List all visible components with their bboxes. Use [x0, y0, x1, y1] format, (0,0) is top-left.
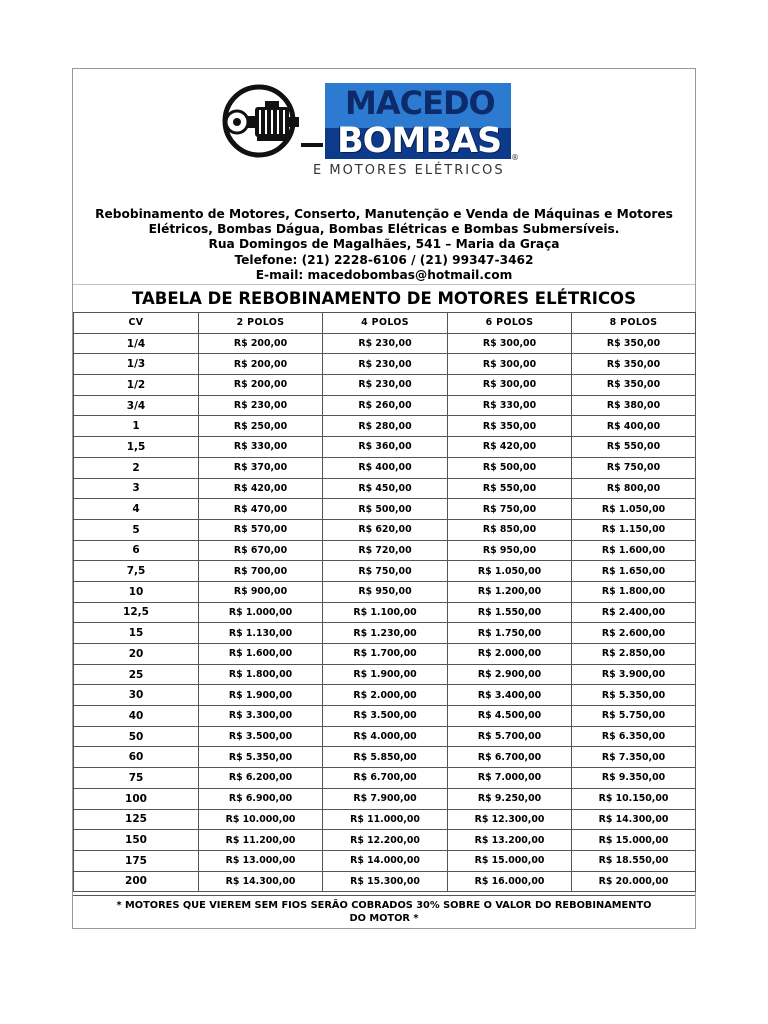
cell-4-polos: R$ 15.300,00 — [323, 871, 448, 892]
cell-cv: 1 — [74, 416, 199, 437]
cell-cv: 25 — [74, 664, 199, 685]
cell-4-polos: R$ 720,00 — [323, 540, 448, 561]
cell-4-polos: R$ 230,00 — [323, 354, 448, 375]
cell-2-polos: R$ 200,00 — [199, 333, 323, 354]
cell-6-polos: R$ 3.400,00 — [448, 685, 572, 706]
table-row — [74, 768, 696, 789]
table-row — [74, 561, 696, 582]
registered-mark: ® — [511, 153, 519, 162]
table-row — [74, 644, 696, 665]
cell-2-polos: R$ 700,00 — [199, 561, 323, 582]
cell-cv: 75 — [74, 768, 199, 789]
cell-4-polos: R$ 7.900,00 — [323, 788, 448, 809]
cell-8-polos: R$ 15.000,00 — [572, 830, 696, 851]
cell-cv: 12,5 — [74, 602, 199, 623]
cell-cv: 3/4 — [74, 395, 199, 416]
table-row — [74, 871, 696, 892]
cell-4-polos: R$ 280,00 — [323, 416, 448, 437]
cell-6-polos: R$ 15.000,00 — [448, 850, 572, 871]
cell-8-polos: R$ 550,00 — [572, 437, 696, 458]
cell-8-polos: R$ 5.750,00 — [572, 706, 696, 727]
table-row — [74, 850, 696, 871]
cell-8-polos: R$ 1.600,00 — [572, 540, 696, 561]
cell-4-polos: R$ 1.230,00 — [323, 623, 448, 644]
cell-cv: 1/4 — [74, 333, 199, 354]
cell-4-polos: R$ 230,00 — [323, 375, 448, 396]
cell-2-polos: R$ 1.000,00 — [199, 602, 323, 623]
company-info — [73, 207, 695, 283]
cell-8-polos: R$ 5.350,00 — [572, 685, 696, 706]
table-row — [74, 437, 696, 458]
services-line-2: Elétricos, Bombas Dágua, Bombas Elétricas e Bombas Submersíveis. — [148, 222, 620, 237]
price-table — [73, 312, 696, 892]
cell-8-polos: R$ 2.850,00 — [572, 644, 696, 665]
cell-6-polos: R$ 950,00 — [448, 540, 572, 561]
cell-cv: 15 — [74, 623, 199, 644]
table-row — [74, 623, 696, 644]
cell-8-polos: R$ 7.350,00 — [572, 747, 696, 768]
cell-4-polos: R$ 3.500,00 — [323, 706, 448, 727]
cell-6-polos: R$ 330,00 — [448, 395, 572, 416]
cell-6-polos: R$ 500,00 — [448, 457, 572, 478]
cell-6-polos: R$ 300,00 — [448, 375, 572, 396]
cell-2-polos: R$ 230,00 — [199, 395, 323, 416]
cell-8-polos: R$ 9.350,00 — [572, 768, 696, 789]
cell-6-polos: R$ 6.700,00 — [448, 747, 572, 768]
table-row — [74, 540, 696, 561]
table-row — [74, 685, 696, 706]
cell-6-polos: R$ 1.200,00 — [448, 581, 572, 602]
cell-cv: 60 — [74, 747, 199, 768]
cell-cv: 7,5 — [74, 561, 199, 582]
cell-2-polos: R$ 470,00 — [199, 499, 323, 520]
cell-2-polos: R$ 6.900,00 — [199, 788, 323, 809]
cell-cv: 1,5 — [74, 437, 199, 458]
logo-emblem — [221, 83, 325, 159]
cell-8-polos: R$ 350,00 — [572, 375, 696, 396]
cell-2-polos: R$ 1.800,00 — [199, 664, 323, 685]
cell-8-polos: R$ 800,00 — [572, 478, 696, 499]
cell-6-polos: R$ 2.900,00 — [448, 664, 572, 685]
cell-4-polos: R$ 1.900,00 — [323, 664, 448, 685]
price-sheet — [72, 68, 696, 929]
table-row — [74, 581, 696, 602]
cell-4-polos: R$ 11.000,00 — [323, 809, 448, 830]
cell-8-polos: R$ 20.000,00 — [572, 871, 696, 892]
cell-2-polos: R$ 3.300,00 — [199, 706, 323, 727]
cell-2-polos: R$ 6.200,00 — [199, 768, 323, 789]
cell-4-polos: R$ 2.000,00 — [323, 685, 448, 706]
cell-2-polos: R$ 200,00 — [199, 354, 323, 375]
cell-2-polos: R$ 370,00 — [199, 457, 323, 478]
cell-8-polos: R$ 400,00 — [572, 416, 696, 437]
address: Rua Domingos de Magalhães, 541 – Maria da Graça — [208, 237, 560, 252]
table-row — [74, 788, 696, 809]
cell-2-polos: R$ 200,00 — [199, 375, 323, 396]
cell-4-polos: R$ 360,00 — [323, 437, 448, 458]
footnote-line-1: * MOTORES QUE VIEREM SEM FIOS SERÃO COBRADOS 30% SOBRE O VALOR DO REBOBINAMENTO — [116, 900, 652, 911]
cell-cv: 150 — [74, 830, 199, 851]
cell-4-polos: R$ 750,00 — [323, 561, 448, 582]
cell-6-polos: R$ 350,00 — [448, 416, 572, 437]
cell-8-polos: R$ 350,00 — [572, 354, 696, 375]
cell-6-polos: R$ 420,00 — [448, 437, 572, 458]
column-header-6-polos: 6 POLOS — [448, 313, 572, 334]
cell-6-polos: R$ 2.000,00 — [448, 644, 572, 665]
email: E-mail: macedobombas@hotmail.com — [255, 267, 513, 282]
cell-2-polos: R$ 1.130,00 — [199, 623, 323, 644]
cell-2-polos: R$ 13.000,00 — [199, 850, 323, 871]
cell-2-polos: R$ 14.300,00 — [199, 871, 323, 892]
cell-cv: 5 — [74, 519, 199, 540]
cell-2-polos: R$ 420,00 — [199, 478, 323, 499]
cell-4-polos: R$ 1.700,00 — [323, 644, 448, 665]
cell-4-polos: R$ 620,00 — [323, 519, 448, 540]
table-row — [74, 416, 696, 437]
cell-2-polos: R$ 570,00 — [199, 519, 323, 540]
cell-8-polos: R$ 3.900,00 — [572, 664, 696, 685]
cell-8-polos: R$ 1.050,00 — [572, 499, 696, 520]
table-row — [74, 706, 696, 727]
company-logo — [221, 83, 517, 193]
cell-4-polos: R$ 1.100,00 — [323, 602, 448, 623]
cell-6-polos: R$ 7.000,00 — [448, 768, 572, 789]
divider — [73, 284, 695, 285]
cell-8-polos: R$ 18.550,00 — [572, 850, 696, 871]
cell-8-polos: R$ 380,00 — [572, 395, 696, 416]
cell-6-polos: R$ 1.750,00 — [448, 623, 572, 644]
table-row — [74, 354, 696, 375]
cell-cv: 1/2 — [74, 375, 199, 396]
table-row — [74, 830, 696, 851]
cell-8-polos: R$ 14.300,00 — [572, 809, 696, 830]
cell-4-polos: R$ 12.200,00 — [323, 830, 448, 851]
table-row — [74, 375, 696, 396]
cell-2-polos: R$ 3.500,00 — [199, 726, 323, 747]
table-row — [74, 333, 696, 354]
cell-2-polos: R$ 1.600,00 — [199, 644, 323, 665]
cell-6-polos: R$ 5.700,00 — [448, 726, 572, 747]
table-row — [74, 747, 696, 768]
cell-2-polos: R$ 1.900,00 — [199, 685, 323, 706]
cell-6-polos: R$ 550,00 — [448, 478, 572, 499]
table-row — [74, 457, 696, 478]
column-header-2-polos: 2 POLOS — [199, 313, 323, 334]
cell-6-polos: R$ 1.050,00 — [448, 561, 572, 582]
cell-6-polos: R$ 850,00 — [448, 519, 572, 540]
cell-6-polos: R$ 300,00 — [448, 333, 572, 354]
cell-6-polos: R$ 9.250,00 — [448, 788, 572, 809]
table-row — [74, 395, 696, 416]
column-header-cv: CV — [74, 313, 199, 334]
cell-6-polos: R$ 750,00 — [448, 499, 572, 520]
cell-2-polos: R$ 10.000,00 — [199, 809, 323, 830]
cell-6-polos: R$ 13.200,00 — [448, 830, 572, 851]
cell-4-polos: R$ 14.000,00 — [323, 850, 448, 871]
cell-2-polos: R$ 900,00 — [199, 581, 323, 602]
table-row — [74, 809, 696, 830]
phone: Telefone: (21) 2228-6106 / (21) 99347-3462 — [234, 252, 534, 267]
cell-8-polos: R$ 750,00 — [572, 457, 696, 478]
logo-name-top: MACEDO — [345, 84, 495, 122]
footnote — [73, 895, 695, 930]
cell-cv: 100 — [74, 788, 199, 809]
cell-4-polos: R$ 260,00 — [323, 395, 448, 416]
cell-cv: 6 — [74, 540, 199, 561]
cell-cv: 125 — [74, 809, 199, 830]
logo-tagline: E MOTORES ELÉTRICOS — [313, 163, 505, 178]
cell-cv: 50 — [74, 726, 199, 747]
table-row — [74, 478, 696, 499]
table-body — [74, 333, 696, 892]
cell-8-polos: R$ 2.600,00 — [572, 623, 696, 644]
logo-banner — [221, 83, 511, 159]
cell-4-polos: R$ 500,00 — [323, 499, 448, 520]
cell-cv: 200 — [74, 871, 199, 892]
table-row — [74, 602, 696, 623]
cell-2-polos: R$ 250,00 — [199, 416, 323, 437]
table-row — [74, 519, 696, 540]
cell-6-polos: R$ 300,00 — [448, 354, 572, 375]
column-header-4-polos: 4 POLOS — [323, 313, 448, 334]
cell-8-polos: R$ 1.800,00 — [572, 581, 696, 602]
cell-cv: 175 — [74, 850, 199, 871]
cell-8-polos: R$ 1.150,00 — [572, 519, 696, 540]
cell-2-polos: R$ 670,00 — [199, 540, 323, 561]
cell-cv: 1/3 — [74, 354, 199, 375]
cell-2-polos: R$ 330,00 — [199, 437, 323, 458]
cell-8-polos: R$ 350,00 — [572, 333, 696, 354]
cell-8-polos: R$ 10.150,00 — [572, 788, 696, 809]
services-line-1: Rebobinamento de Motores, Conserto, Manutenção e Venda de Máquinas e Motores — [95, 207, 673, 221]
cell-6-polos: R$ 16.000,00 — [448, 871, 572, 892]
motor-pump-icon — [221, 83, 325, 159]
cell-cv: 40 — [74, 706, 199, 727]
table-header-row — [74, 313, 696, 334]
cell-4-polos: R$ 230,00 — [323, 333, 448, 354]
table-row — [74, 664, 696, 685]
table-row — [74, 499, 696, 520]
cell-6-polos: R$ 12.300,00 — [448, 809, 572, 830]
cell-4-polos: R$ 6.700,00 — [323, 768, 448, 789]
cell-4-polos: R$ 950,00 — [323, 581, 448, 602]
cell-6-polos: R$ 4.500,00 — [448, 706, 572, 727]
cell-8-polos: R$ 6.350,00 — [572, 726, 696, 747]
column-header-8-polos: 8 POLOS — [572, 313, 696, 334]
table-title: TABELA DE REBOBINAMENTO DE MOTORES ELÉTRICOS — [132, 289, 636, 308]
logo-name-bottom: BOMBAS — [337, 121, 502, 159]
cell-8-polos: R$ 1.650,00 — [572, 561, 696, 582]
cell-4-polos: R$ 450,00 — [323, 478, 448, 499]
cell-8-polos: R$ 2.400,00 — [572, 602, 696, 623]
cell-6-polos: R$ 1.550,00 — [448, 602, 572, 623]
footnote-line-2: DO MOTOR * — [349, 913, 419, 924]
cell-2-polos: R$ 5.350,00 — [199, 747, 323, 768]
table-row — [74, 726, 696, 747]
cell-cv: 2 — [74, 457, 199, 478]
cell-4-polos: R$ 4.000,00 — [323, 726, 448, 747]
cell-cv: 4 — [74, 499, 199, 520]
cell-cv: 20 — [74, 644, 199, 665]
cell-cv: 3 — [74, 478, 199, 499]
cell-4-polos: R$ 5.850,00 — [323, 747, 448, 768]
cell-cv: 10 — [74, 581, 199, 602]
cell-cv: 30 — [74, 685, 199, 706]
cell-2-polos: R$ 11.200,00 — [199, 830, 323, 851]
cell-4-polos: R$ 400,00 — [323, 457, 448, 478]
